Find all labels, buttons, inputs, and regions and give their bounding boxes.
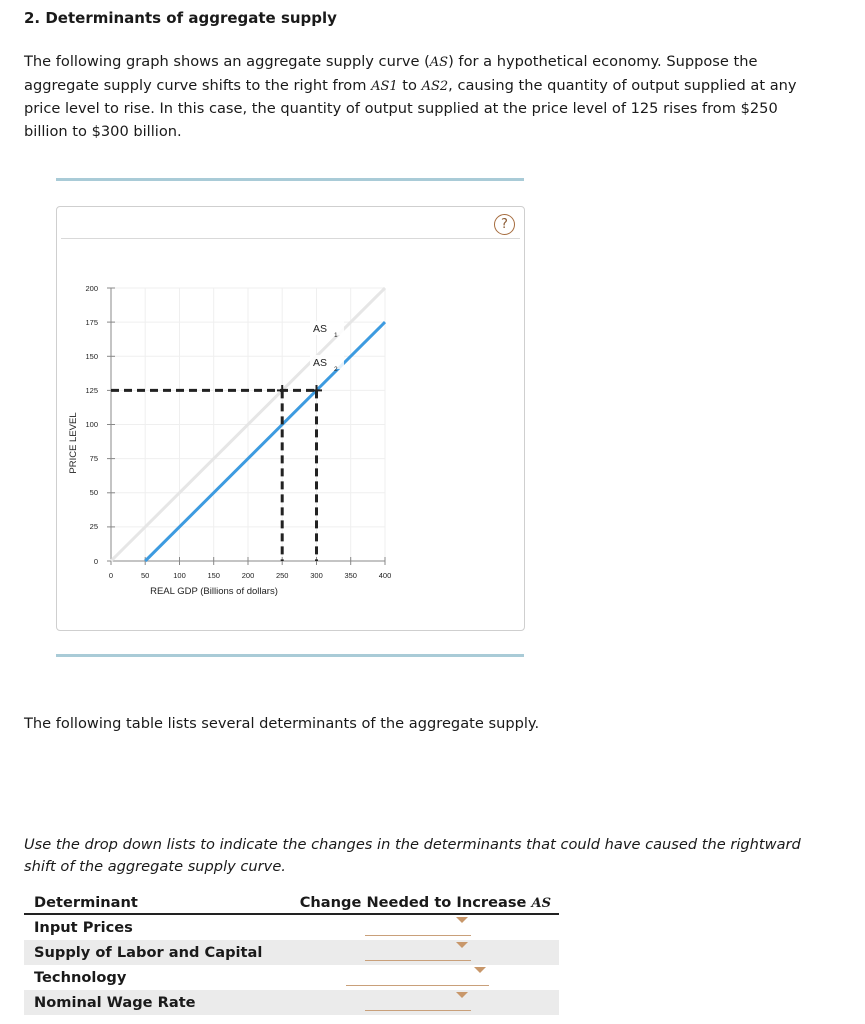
col-header-determinant: Determinant (24, 891, 281, 914)
svg-text:0: 0 (93, 557, 98, 566)
chevron-down-icon (456, 917, 468, 923)
table-intro-text: The following table lists several determinants of the aggregate supply. (24, 715, 540, 732)
svg-text:75: 75 (89, 454, 98, 463)
svg-text:200: 200 (241, 571, 255, 580)
svg-text:200: 200 (85, 284, 98, 293)
svg-text:150: 150 (207, 571, 220, 580)
as2-curve (145, 322, 385, 561)
chevron-down-icon (474, 967, 486, 973)
svg-text:1: 1 (334, 332, 338, 339)
svg-text:350: 350 (344, 571, 357, 580)
nominal-wage-dropdown[interactable] (365, 990, 471, 1011)
input-prices-dropdown[interactable] (365, 915, 471, 936)
as1-label (310, 321, 344, 339)
instructions-text: Use the drop down lists to indicate the changes in the determinants that could have caused the rightward shift of the aggregate supply curve. (24, 836, 801, 875)
table-row (24, 914, 559, 940)
y-axis-label: PRICE LEVEL (68, 412, 79, 474)
col-header-change: Change Needed to Increase AS (281, 891, 559, 914)
svg-text:AS: AS (313, 323, 328, 335)
determinant-label: Technology (34, 969, 127, 986)
table-row (24, 965, 559, 990)
bottom-divider (56, 654, 524, 657)
svg-text:400: 400 (378, 571, 392, 580)
determinant-label: Supply of Labor and Capital (24, 940, 281, 965)
determinant-label: Nominal Wage Rate (24, 990, 281, 1015)
svg-text:150: 150 (85, 352, 98, 361)
x-axis-label: REAL GDP (Billions of dollars) (150, 586, 278, 597)
svg-text:50: 50 (89, 488, 98, 497)
svg-text:250: 250 (275, 571, 289, 580)
page-title: 2. Determinants of aggregate supply (24, 9, 337, 27)
svg-text:25: 25 (89, 522, 98, 531)
chevron-down-icon (456, 992, 468, 998)
table-row (24, 990, 559, 1015)
svg-text:100: 100 (85, 420, 98, 429)
svg-text:AS: AS (313, 357, 328, 369)
svg-text:0: 0 (108, 571, 114, 580)
svg-text:175: 175 (85, 318, 98, 327)
svg-text:50: 50 (141, 571, 150, 580)
svg-text:100: 100 (173, 571, 186, 580)
labor-capital-dropdown[interactable] (365, 940, 471, 961)
svg-text:2: 2 (334, 366, 338, 373)
help-icon[interactable]: ? (494, 214, 515, 235)
determinant-label: Input Prices (34, 919, 133, 936)
as2-label (310, 355, 344, 373)
technology-dropdown[interactable] (346, 965, 489, 986)
determinants-table (24, 891, 559, 1015)
svg-text:125: 125 (85, 386, 98, 395)
intro-paragraph: The following graph shows an aggregate supply curve (AS) for a hypothetical economy. Suppose the aggregate supply curve shifts to the right from AS1 to AS2, causing the quantity of output supplied at any price level to rise. In this case, the quantity of output supplied at the price level of 125 rises from $250 billion to $300 billion. (24, 53, 797, 140)
chevron-down-icon (456, 942, 468, 948)
y-tick-labels (85, 284, 98, 566)
table-row (24, 940, 559, 965)
svg-text:300: 300 (310, 571, 323, 580)
x-tick-labels (109, 571, 391, 580)
